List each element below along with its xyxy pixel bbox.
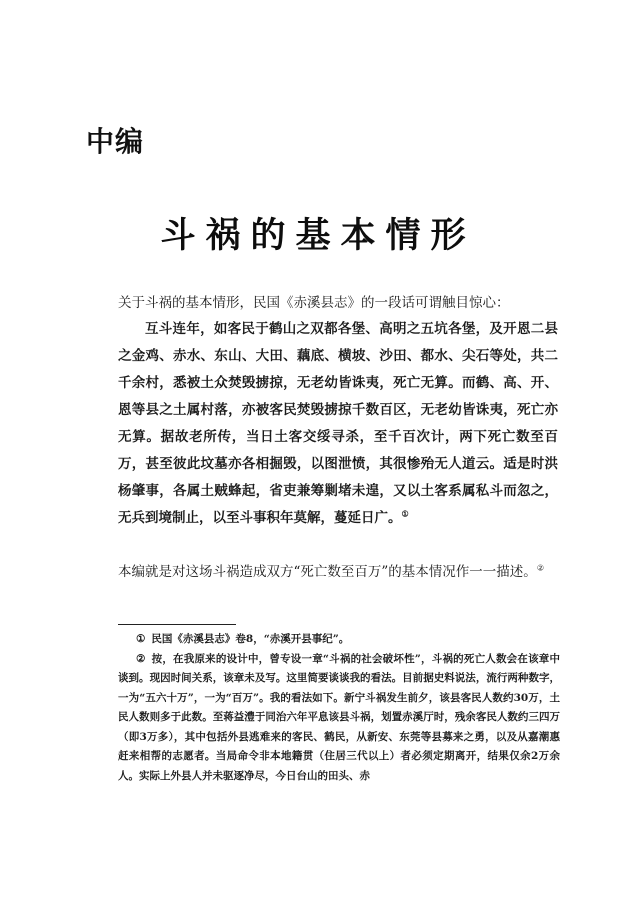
chapter-title: 斗祸的基本情形 — [160, 216, 476, 256]
summary-paragraph — [118, 559, 558, 586]
footnote-item — [118, 650, 560, 787]
footnote-divider — [118, 624, 236, 625]
footnote-text: 按，在我原来的设计中，曾专设一章“斗祸的社会破坏性”，斗祸的死亡人数会在该章中谈到。现因时间关系，该章未及写。这里简要谈谈我的看法。目前据史料说法，流行两种数字，一为“五六十万”，一为“百万”。我的看法如下。新宁斗祸发生前夕，该县客民人数约30万，土民人数则多于此数。至蒋益澧于同治六年平息该县斗祸，划置赤溪厅时，残余客民人数约三四万（即3万多），其中包括外县逃难来的客民、鹤民，从新安、东莞等县募来之勇，以及从嘉潮惠赶来相帮的志愿者。当局命令非本地籍贯（住居三代以上）者必须定期离开，结果仅余2万余人。实际上外县人并未驱逐净尽，今日台山的田头、赤 — [118, 652, 560, 782]
footnote-ref-1[interactable]: ① — [401, 508, 409, 519]
footnote-item — [118, 630, 560, 650]
section-label: 中编 — [86, 125, 145, 158]
quoted-passage-text: 互斗连年，如客民于鹤山之双都各堡、高明之五坑各堡，及开恩二县之金鸡、赤水、东山、大田、藕底、横坡、沙田、都水、尖石等处，共二千余村，悉被土众焚毁掳掠，无老幼皆诛夷，死亡无算。而鹤、高、开、恩等县之土属村落，亦被客民焚毁掳掠千数百区，无老幼皆诛夷，死亡亦无算。据故老所传，当日土客交绥寻杀，至千百次计，两下死亡数至百万，甚至彼此坟墓亦各相掘毁，以图泄愤，其很惨殆无人道云。适是时洪杨肇事，各属土贼蜂起，省吏兼筹剿堵未遑，又以土客系属私斗而忽之，无兵到境制止，以至斗事积年莫解，蔓延日广。 — [118, 321, 558, 526]
intro-paragraph: 关于斗祸的基本情形，民国《赤溪县志》的一段话可谓触目惊心： — [118, 295, 510, 311]
footnote-list — [118, 630, 560, 786]
footnote-mark: ② — [136, 652, 146, 665]
quoted-passage — [118, 316, 558, 532]
footnote-mark: ① — [136, 633, 146, 645]
summary-text: 本编就是对这场斗祸造成双方“死亡数至百万”的基本情况作一一描述。 — [118, 564, 537, 580]
footnote-ref-2[interactable]: ② — [536, 563, 544, 573]
footnote-text: 民国《赤溪县志》卷8，“赤溪开县事纪”。 — [151, 633, 350, 645]
